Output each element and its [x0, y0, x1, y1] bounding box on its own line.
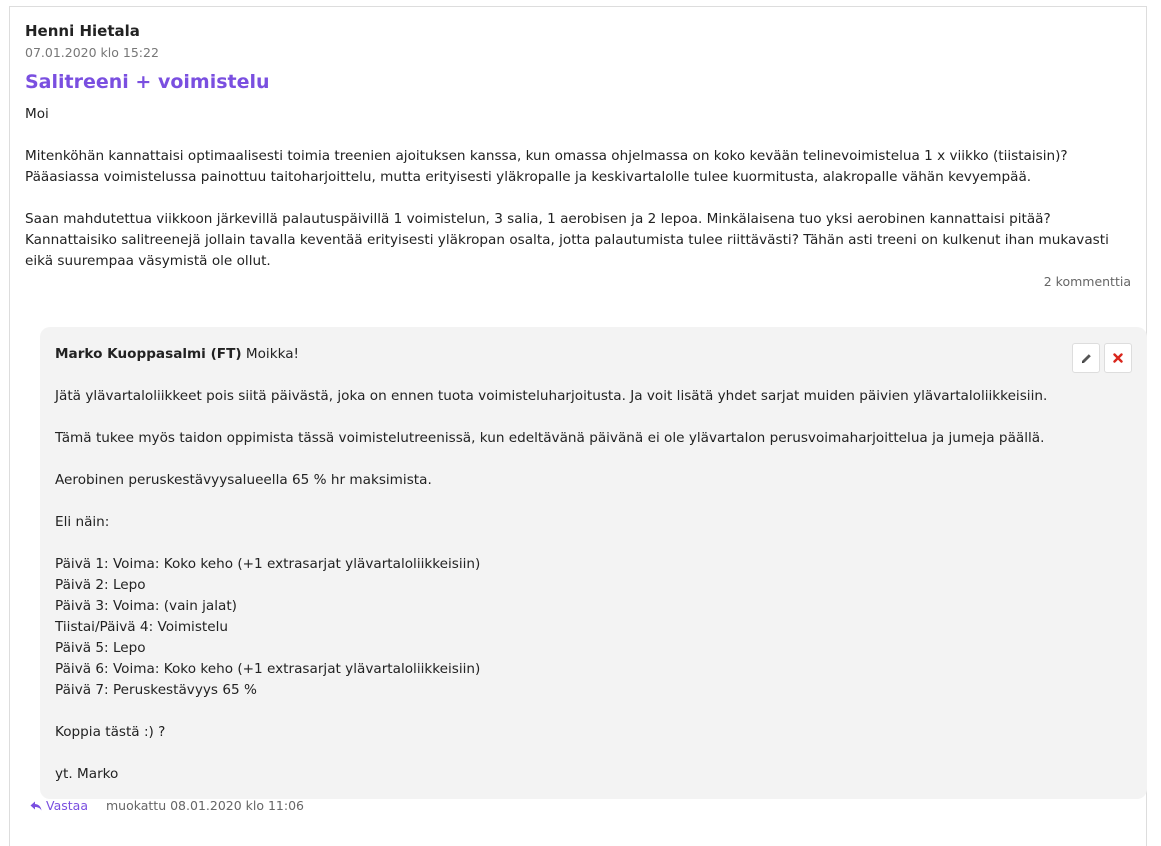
reply-link[interactable] [30, 798, 88, 813]
reply-arrow-icon [30, 801, 42, 811]
comment-content [55, 344, 1055, 785]
paragraph-gap [55, 365, 1055, 386]
post-body-line: Moi [25, 106, 49, 122]
paragraph-gap [55, 701, 1055, 722]
comment-body-line: Päivä 2: Lepo [55, 577, 146, 593]
comment-body-line: Tiistai/Päivä 4: Voimistelu [55, 619, 229, 635]
paragraph-gap [25, 188, 1137, 209]
post-body-line: Pääasiassa voimistelussa painottuu taitoharjoittelu, mutta erityisesti yläkropalle ja keskivartalolle tulee kuormitusta, alakropalle vähän kevyempää. [25, 169, 1032, 185]
edit-button[interactable] [1072, 343, 1100, 373]
comment-greeting: Moikka! [241, 346, 299, 362]
comment-count-link[interactable]: 2 kommenttia [1043, 274, 1131, 289]
paragraph-gap [55, 407, 1055, 428]
comment-body-line: Päivä 6: Voima: Koko keho (+1 extrasarjat ylävartaloliikkeisiin) [55, 661, 481, 677]
delete-button[interactable] [1104, 343, 1132, 373]
paragraph-gap [55, 743, 1055, 764]
post-body-line: eikä suurempaa väsymistä ole ollut. [25, 253, 271, 269]
paragraph-gap [25, 125, 1137, 146]
comment-header [55, 344, 1055, 365]
comment-body-line: Päivä 7: Peruskestävyys 65 % [55, 682, 257, 698]
comment-body-line: Päivä 1: Voima: Koko keho (+1 extrasarjat ylävartaloliikkeisiin) [55, 556, 481, 572]
close-icon [1113, 353, 1123, 363]
comment [40, 327, 1147, 799]
comment-body-line: Aerobinen peruskestävyysalueella 65 % hr maksimista. [55, 472, 432, 488]
comment-body-line: Eli näin: [55, 514, 110, 530]
post-title[interactable]: Salitreeni + voimistelu [25, 71, 270, 93]
comment-author: Marko Kuoppasalmi (FT) [55, 346, 242, 362]
comment-body [55, 365, 1055, 785]
paragraph-gap [55, 491, 1055, 512]
comment-body-line: Koppia tästä :) ? [55, 724, 166, 740]
reply-label: Vastaa [46, 798, 88, 813]
comment-body-line: Tämä tukee myös taidon oppimista tässä voimistelutreenissä, kun edeltävänä päivänä ei ole ylävartalon perusvoimaharjoittelua ja jumeja päällä. [55, 430, 1045, 446]
comment-body-line: Jätä ylävartaloliikkeet pois siitä päivästä, joka on ennen tuota voimisteluharjoitusta. Ja voit lisätä yhdet sarjat muiden päivien ylävartaloliikkeisiin. [55, 388, 1048, 404]
post-timestamp: 07.01.2020 klo 15:22 [25, 45, 159, 60]
post-body [25, 104, 1137, 272]
post-author: Henni Hietala [25, 22, 140, 40]
comment-footer [30, 798, 304, 813]
comment-body-line: Päivä 3: Voima: (vain jalat) [55, 598, 237, 614]
comment-body-line: yt. Marko [55, 766, 119, 782]
edited-timestamp: muokattu 08.01.2020 klo 11:06 [105, 798, 305, 813]
pencil-icon [1081, 353, 1092, 364]
post-body-line: Kannattaisiko salitreenejä jollain tavalla keventää erityisesti yläkropan osalta, jotta palautumista tulee riittävästi? Tähän asti treeni on kulkenut ihan mukavasti [25, 232, 1109, 248]
post-body-line: Mitenköhän kannattaisi optimaalisesti toimia treenien ajoituksen kanssa, kun omassa ohjelmassa on koko kevään telinevoimistelua 1 x viikko (tiistaisin)? [25, 148, 1068, 164]
paragraph-gap [55, 449, 1055, 470]
paragraph-gap [55, 533, 1055, 554]
post-body-line: Saan mahdutettua viikkoon järkevillä palautuspäivillä 1 voimistelun, 3 salia, 1 aerobisen ja 2 lepoa. Minkälaisena tuo yksi aerobinen kannattaisi pitää? [25, 211, 1051, 227]
post-card [9, 6, 1147, 846]
comment-body-line: Päivä 5: Lepo [55, 640, 146, 656]
